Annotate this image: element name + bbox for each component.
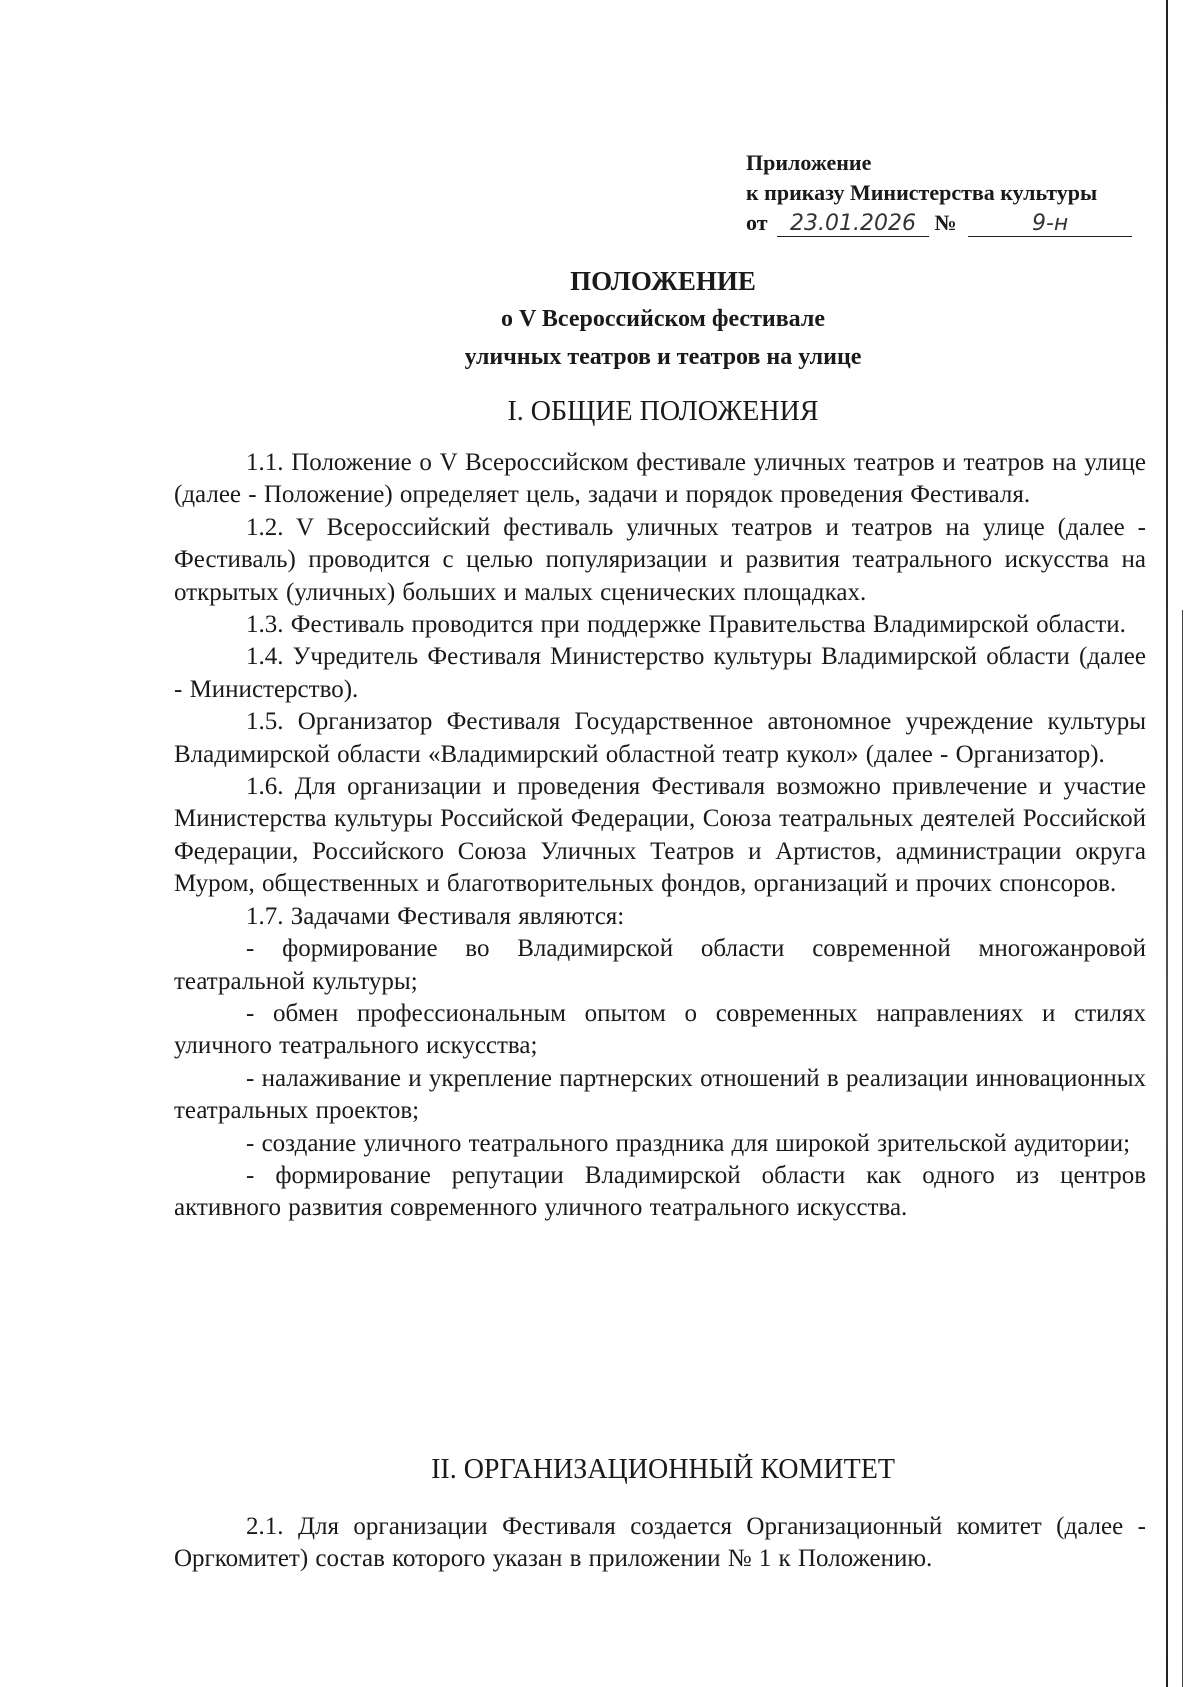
paragraph: 1.7. Задачами Фестиваля являются: <box>246 902 625 930</box>
section-1-body <box>174 447 1146 1225</box>
handwritten-date: 23.01.2026 <box>777 212 929 237</box>
appendix-order-ref: к приказу Министерства культуры <box>746 180 1098 205</box>
list-item: - обмен профессиональным опытом о современных направлениях и стилях уличного театрального искусства; <box>174 999 1146 1060</box>
paragraph: 1.5. Организатор Фестиваля Государственное автономное учреждение культуры Владимирской области «Владимирский областной театр кукол» (далее - Организатор). <box>174 708 1146 768</box>
title-main: ПОЛОЖЕНИЕ <box>570 266 756 296</box>
section-2-heading: II. ОРГАНИЗАЦИОННЫЙ КОМИТЕТ <box>431 1454 895 1485</box>
paragraph: 1.2. V Всероссийский фестиваль уличных театров и театров на улице (далее - Фестиваль) проводится с целью популяризации и развития театрального искусства на открытых (уличных) больших и малых сценических площадках. <box>174 513 1146 606</box>
title-subtitle-2: уличных театров и театров на улице <box>464 344 862 370</box>
scan-edge-line <box>1166 0 1168 1687</box>
appendix-label: Приложение <box>746 150 872 175</box>
appendix-date-number-line <box>746 208 1146 238</box>
section-2-body <box>174 1511 1146 1576</box>
list-item: - создание уличного театрального праздника для широкой зрительской аудитории; <box>246 1129 1131 1157</box>
paragraph: 1.4. Учредитель Фестиваля Министерство культуры Владимирской области (далее - Министерство). <box>174 643 1146 703</box>
list-item: - формирование во Владимирской области современной многожанровой театральной культуры; <box>174 935 1146 995</box>
paragraph: 1.3. Фестиваль проводится при поддержке Правительства Владимирской области. <box>246 611 1126 639</box>
paragraph: 2.1. Для организации Фестиваля создается Организационный комитет (далее - Оргкомитет) состав которого указан в приложении № 1 к Положению. <box>174 1513 1146 1573</box>
scan-edge-line-secondary <box>1182 610 1183 1687</box>
section-1-heading: I. ОБЩИЕ ПОЛОЖЕНИЯ <box>507 396 819 427</box>
date-prefix: от <box>746 210 768 235</box>
paragraph: 1.6. Для организации и проведения Фестиваля возможно привлечение и участие Министерства культуры Российской Федерации, Союза театральных деятелей Российской Федерации, Российского Союза Уличных Театров и Артистов, администрации округа Муром, общественных и благотворительных фондов, организаций и прочих спонсоров. <box>174 773 1146 898</box>
handwritten-number: 9-н <box>968 212 1132 237</box>
number-prefix: № <box>934 210 957 235</box>
list-item: - налаживание и укрепление партнерских отношений в реализации инновационных театральных проектов; <box>174 1064 1146 1125</box>
document-title <box>0 262 1200 376</box>
list-item: - формирование репутации Владимирской области как одного из центров активного развития современного уличного театрального искусства. <box>174 1161 1146 1222</box>
appendix-header <box>746 148 1146 238</box>
paragraph: 1.1. Положение о V Всероссийском фестивале уличных театров и театров на улице (далее - Положение) определяет цель, задачи и порядок проведения Фестиваля. <box>174 449 1146 509</box>
title-subtitle-1: о V Всероссийском фестивале <box>501 306 825 332</box>
